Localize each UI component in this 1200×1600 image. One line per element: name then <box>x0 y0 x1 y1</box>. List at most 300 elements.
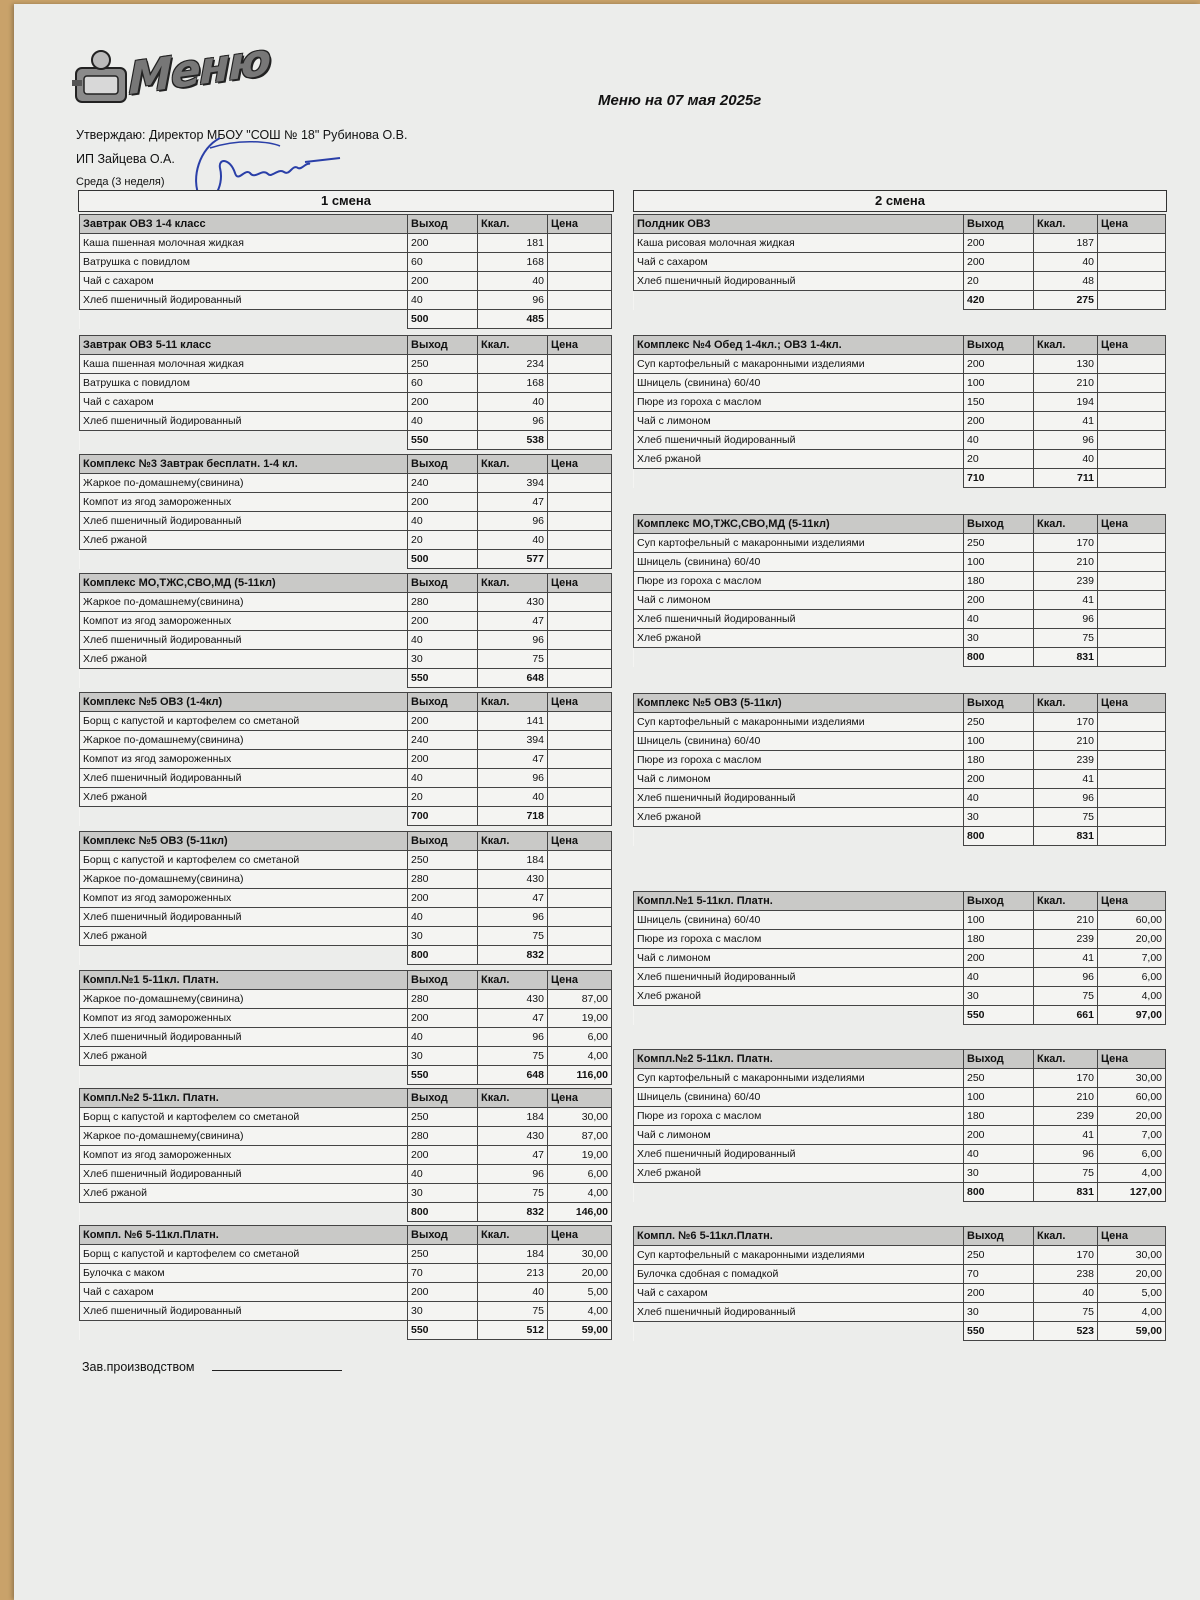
dish-kcal: 40 <box>478 393 548 412</box>
price-header: Цена <box>1098 1050 1166 1069</box>
signature-line <box>212 1358 342 1371</box>
dish-output: 200 <box>408 1283 478 1302</box>
dish-kcal: 47 <box>478 750 548 769</box>
kcal-header: Ккал. <box>478 832 548 851</box>
dish-name: Каша пшенная молочная жидкая <box>80 234 408 253</box>
page-title: Меню на 07 мая 2025г <box>598 92 762 109</box>
table-row <box>80 769 612 788</box>
dish-output: 30 <box>408 1184 478 1203</box>
table-row <box>634 1303 1166 1322</box>
table-header-row <box>634 892 1166 911</box>
dish-name: Чай с лимоном <box>634 949 964 968</box>
dish-output: 200 <box>408 889 478 908</box>
table-header-row <box>634 336 1166 355</box>
menu-table <box>79 214 612 329</box>
dish-price <box>548 908 612 927</box>
dish-output: 250 <box>964 713 1034 732</box>
dish-price <box>548 412 612 431</box>
dish-output: 20 <box>964 272 1034 291</box>
output-header: Выход <box>964 694 1034 713</box>
dish-price <box>1098 234 1166 253</box>
total-spacer <box>80 946 408 965</box>
output-header: Выход <box>408 574 478 593</box>
menu-table <box>79 1088 612 1222</box>
table-row <box>80 750 612 769</box>
total-price <box>548 807 612 826</box>
approval-line: Утверждаю: Директор МБОУ "СОШ № 18" Рубинова О.В. <box>76 128 408 142</box>
table-header-row <box>80 832 612 851</box>
kcal-header: Ккал. <box>478 336 548 355</box>
dish-price: 6,00 <box>1098 1145 1166 1164</box>
dish-price <box>1098 713 1166 732</box>
dish-name: Хлеб ржаной <box>634 1164 964 1183</box>
dish-price <box>548 788 612 807</box>
dish-output: 40 <box>408 291 478 310</box>
dish-price <box>1098 789 1166 808</box>
total-row <box>80 550 612 569</box>
table-row <box>634 1265 1166 1284</box>
table-row <box>80 1047 612 1066</box>
table-row <box>634 1088 1166 1107</box>
menu-table <box>79 335 612 450</box>
dish-price <box>1098 732 1166 751</box>
output-header: Выход <box>408 1089 478 1108</box>
total-row <box>80 310 612 329</box>
dish-name: Борщ с капустой и картофелем со сметаной <box>80 1245 408 1264</box>
table-row <box>634 572 1166 591</box>
dish-name: Булочка сдобная с помадкой <box>634 1265 964 1284</box>
dish-output: 200 <box>964 1284 1034 1303</box>
dish-price: 5,00 <box>548 1283 612 1302</box>
complex-title: Компл.№2 5-11кл. Платн. <box>80 1089 408 1108</box>
dish-output: 40 <box>408 631 478 650</box>
dish-price <box>548 374 612 393</box>
complex-title: Завтрак ОВЗ 5-11 класс <box>80 336 408 355</box>
total-price: 146,00 <box>548 1203 612 1222</box>
dish-price: 7,00 <box>1098 949 1166 968</box>
dish-name: Жаркое по-домашнему(свинина) <box>80 593 408 612</box>
table-row <box>634 751 1166 770</box>
menu-table <box>79 692 612 826</box>
dish-name: Пюре из гороха с маслом <box>634 751 964 770</box>
dish-output: 250 <box>964 1246 1034 1265</box>
dish-name: Пюре из гороха с маслом <box>634 1107 964 1126</box>
complex-title: Комплекс №5 ОВЗ (1-4кл) <box>80 693 408 712</box>
dish-price <box>548 474 612 493</box>
table-row <box>80 474 612 493</box>
table-row <box>80 1009 612 1028</box>
table-row <box>80 1146 612 1165</box>
table-row <box>80 870 612 889</box>
total-row <box>634 1183 1166 1202</box>
dish-price <box>1098 534 1166 553</box>
dish-output: 150 <box>964 393 1034 412</box>
table-row <box>80 355 612 374</box>
total-output: 800 <box>964 827 1034 846</box>
dish-kcal: 394 <box>478 474 548 493</box>
table-row <box>80 1028 612 1047</box>
dish-kcal: 41 <box>1034 412 1098 431</box>
dish-price <box>548 631 612 650</box>
total-spacer <box>80 807 408 826</box>
dish-kcal: 210 <box>1034 732 1098 751</box>
complex-title: Полдник ОВЗ <box>634 215 964 234</box>
total-row <box>634 1322 1166 1341</box>
dish-output: 40 <box>408 1028 478 1047</box>
dish-name: Компот из ягод замороженных <box>80 493 408 512</box>
kcal-header: Ккал. <box>1034 515 1098 534</box>
menu-table <box>633 891 1166 1025</box>
dish-price <box>548 927 612 946</box>
table-row <box>634 272 1166 291</box>
total-spacer <box>634 1006 964 1025</box>
dish-kcal: 96 <box>478 908 548 927</box>
table-row <box>634 770 1166 789</box>
total-row <box>634 469 1166 488</box>
dish-kcal: 96 <box>478 769 548 788</box>
dish-output: 280 <box>408 593 478 612</box>
complex-title: Компл.№2 5-11кл. Платн. <box>634 1050 964 1069</box>
table-row <box>634 987 1166 1006</box>
dish-price <box>548 593 612 612</box>
dish-price: 4,00 <box>1098 1303 1166 1322</box>
dish-name: Компот из ягод замороженных <box>80 1146 408 1165</box>
table-row <box>634 1164 1166 1183</box>
dish-output: 40 <box>964 1145 1034 1164</box>
dish-kcal: 96 <box>1034 968 1098 987</box>
table-header-row <box>80 574 612 593</box>
dish-price: 6,00 <box>548 1165 612 1184</box>
dish-output: 30 <box>964 808 1034 827</box>
dish-kcal: 75 <box>478 1047 548 1066</box>
total-output: 800 <box>964 1183 1034 1202</box>
dish-kcal: 75 <box>478 1302 548 1321</box>
table-header-row <box>80 455 612 474</box>
dish-price: 87,00 <box>548 990 612 1009</box>
table-row <box>634 591 1166 610</box>
dish-output: 40 <box>408 1165 478 1184</box>
complex-title: Компл. №6 5-11кл.Платн. <box>634 1227 964 1246</box>
dish-kcal: 96 <box>1034 431 1098 450</box>
dish-name: Хлеб пшеничный йодированный <box>80 1302 408 1321</box>
dish-price <box>548 253 612 272</box>
output-header: Выход <box>408 215 478 234</box>
total-output: 700 <box>408 807 478 826</box>
dish-output: 200 <box>408 1146 478 1165</box>
dish-output: 180 <box>964 930 1034 949</box>
total-kcal: 661 <box>1034 1006 1098 1025</box>
dish-price: 4,00 <box>1098 1164 1166 1183</box>
output-header: Выход <box>964 336 1034 355</box>
table-row <box>80 712 612 731</box>
total-kcal: 718 <box>478 807 548 826</box>
table-row <box>634 629 1166 648</box>
price-header: Цена <box>548 693 612 712</box>
table-row <box>80 788 612 807</box>
dish-price: 20,00 <box>1098 1265 1166 1284</box>
dish-output: 200 <box>964 770 1034 789</box>
total-kcal: 831 <box>1034 827 1098 846</box>
total-spacer <box>80 1321 408 1340</box>
total-output: 550 <box>408 431 478 450</box>
dish-kcal: 96 <box>478 1028 548 1047</box>
dish-price <box>1098 808 1166 827</box>
table-row <box>80 990 612 1009</box>
dish-output: 200 <box>408 493 478 512</box>
dish-output: 30 <box>964 987 1034 1006</box>
output-header: Выход <box>408 832 478 851</box>
table-row <box>80 1283 612 1302</box>
shift-1-header: 1 смена <box>78 190 614 212</box>
dish-kcal: 75 <box>1034 629 1098 648</box>
dish-kcal: 170 <box>1034 1246 1098 1265</box>
total-price: 116,00 <box>548 1066 612 1085</box>
table-row <box>634 713 1166 732</box>
total-kcal: 831 <box>1034 648 1098 667</box>
dish-kcal: 170 <box>1034 1069 1098 1088</box>
menu-table <box>633 335 1166 488</box>
table-row <box>634 789 1166 808</box>
dish-price: 5,00 <box>1098 1284 1166 1303</box>
dish-output: 200 <box>408 612 478 631</box>
complex-title: Компл. №6 5-11кл.Платн. <box>80 1226 408 1245</box>
dish-price: 4,00 <box>548 1302 612 1321</box>
table-row <box>80 650 612 669</box>
total-kcal: 832 <box>478 1203 548 1222</box>
dish-kcal: 238 <box>1034 1265 1098 1284</box>
total-spacer <box>634 827 964 846</box>
dish-name: Пюре из гороха с маслом <box>634 572 964 591</box>
dish-name: Хлеб пшеничный йодированный <box>80 512 408 531</box>
dish-kcal: 40 <box>478 531 548 550</box>
total-price <box>1098 827 1166 846</box>
dish-price <box>548 612 612 631</box>
table-row <box>634 949 1166 968</box>
total-output: 550 <box>408 1321 478 1340</box>
dish-kcal: 75 <box>1034 808 1098 827</box>
kcal-header: Ккал. <box>1034 1227 1098 1246</box>
dish-price: 19,00 <box>548 1009 612 1028</box>
dish-name: Хлеб пшеничный йодированный <box>80 412 408 431</box>
table-row <box>80 272 612 291</box>
dish-kcal: 40 <box>1034 450 1098 469</box>
dish-name: Компот из ягод замороженных <box>80 750 408 769</box>
price-header: Цена <box>548 455 612 474</box>
table-row <box>80 593 612 612</box>
table-row <box>80 1108 612 1127</box>
table-row <box>634 534 1166 553</box>
total-output: 500 <box>408 550 478 569</box>
total-price <box>1098 648 1166 667</box>
dish-kcal: 40 <box>478 272 548 291</box>
dish-name: Хлеб пшеничный йодированный <box>80 1165 408 1184</box>
dish-name: Хлеб пшеничный йодированный <box>80 631 408 650</box>
table-row <box>80 493 612 512</box>
table-row <box>634 374 1166 393</box>
total-kcal: 577 <box>478 550 548 569</box>
dish-name: Шницель (свинина) 60/40 <box>634 553 964 572</box>
dish-name: Каша пшенная молочная жидкая <box>80 355 408 374</box>
dish-price: 6,00 <box>1098 968 1166 987</box>
dish-kcal: 96 <box>478 291 548 310</box>
table-row <box>634 610 1166 629</box>
dish-price <box>1098 770 1166 789</box>
menu-table <box>633 514 1166 667</box>
complex-title: Комплекс №3 Завтрак бесплатн. 1-4 кл. <box>80 455 408 474</box>
kcal-header: Ккал. <box>1034 336 1098 355</box>
dish-kcal: 96 <box>478 631 548 650</box>
total-kcal: 523 <box>1034 1322 1098 1341</box>
dish-price: 7,00 <box>1098 1126 1166 1145</box>
table-row <box>80 908 612 927</box>
total-output: 550 <box>964 1006 1034 1025</box>
total-price: 127,00 <box>1098 1183 1166 1202</box>
price-header: Цена <box>548 215 612 234</box>
table-row <box>80 631 612 650</box>
table-row <box>634 253 1166 272</box>
price-header: Цена <box>548 832 612 851</box>
menu-logo <box>70 33 280 120</box>
dish-kcal: 168 <box>478 253 548 272</box>
dish-output: 200 <box>964 412 1034 431</box>
dish-output: 280 <box>408 990 478 1009</box>
table-header-row <box>634 1050 1166 1069</box>
table-row <box>634 355 1166 374</box>
dish-name: Пюре из гороха с маслом <box>634 930 964 949</box>
dish-price: 20,00 <box>548 1264 612 1283</box>
table-row <box>634 1284 1166 1303</box>
contractor-line: ИП Зайцева О.А. <box>76 152 175 166</box>
table-header-row <box>80 1226 612 1245</box>
logo-text: Меню <box>128 33 271 106</box>
dish-name: Хлеб пшеничный йодированный <box>80 769 408 788</box>
table-row <box>634 808 1166 827</box>
total-kcal: 711 <box>1034 469 1098 488</box>
dish-kcal: 96 <box>478 1165 548 1184</box>
dish-kcal: 239 <box>1034 572 1098 591</box>
dish-name: Хлеб ржаной <box>634 629 964 648</box>
dish-output: 30 <box>964 629 1034 648</box>
dish-name: Чай с сахаром <box>80 1283 408 1302</box>
dish-price <box>1098 412 1166 431</box>
total-output: 800 <box>964 648 1034 667</box>
dish-output: 100 <box>964 553 1034 572</box>
dish-output: 200 <box>964 253 1034 272</box>
dish-kcal: 75 <box>478 927 548 946</box>
menu-table <box>633 1226 1166 1341</box>
dish-price: 4,00 <box>548 1184 612 1203</box>
dish-price <box>548 493 612 512</box>
total-price <box>1098 291 1166 310</box>
table-row <box>634 968 1166 987</box>
total-row <box>80 807 612 826</box>
dish-price <box>1098 393 1166 412</box>
dish-name: Суп картофельный с макаронными изделиями <box>634 1069 964 1088</box>
table-header-row <box>80 336 612 355</box>
price-header: Цена <box>1098 1227 1166 1246</box>
dish-name: Хлеб пшеничный йодированный <box>634 272 964 291</box>
dish-output: 250 <box>964 1069 1034 1088</box>
dish-name: Ватрушка с повидлом <box>80 253 408 272</box>
menu-table <box>79 831 612 965</box>
dish-price: 20,00 <box>1098 1107 1166 1126</box>
dish-price: 60,00 <box>1098 911 1166 930</box>
dish-kcal: 170 <box>1034 534 1098 553</box>
dish-name: Жаркое по-домашнему(свинина) <box>80 474 408 493</box>
dish-output: 200 <box>408 272 478 291</box>
price-header: Цена <box>1098 515 1166 534</box>
dish-name: Чай с лимоном <box>634 591 964 610</box>
dish-kcal: 40 <box>478 1283 548 1302</box>
dish-name: Шницель (свинина) 60/40 <box>634 911 964 930</box>
dish-name: Суп картофельный с макаронными изделиями <box>634 534 964 553</box>
total-kcal: 832 <box>478 946 548 965</box>
dish-price <box>1098 272 1166 291</box>
dish-output: 180 <box>964 751 1034 770</box>
total-kcal: 538 <box>478 431 548 450</box>
total-output: 500 <box>408 310 478 329</box>
dish-name: Каша рисовая молочная жидкая <box>634 234 964 253</box>
kcal-header: Ккал. <box>478 971 548 990</box>
dish-name: Хлеб пшеничный йодированный <box>634 968 964 987</box>
table-row <box>80 1165 612 1184</box>
price-header: Цена <box>1098 215 1166 234</box>
dish-kcal: 213 <box>478 1264 548 1283</box>
total-spacer <box>634 1322 964 1341</box>
dish-price <box>548 355 612 374</box>
dish-price <box>1098 374 1166 393</box>
total-row <box>634 1006 1166 1025</box>
total-kcal: 485 <box>478 310 548 329</box>
dish-price <box>548 889 612 908</box>
table-row <box>80 393 612 412</box>
production-manager-label: Зав.производством <box>82 1360 195 1374</box>
total-price <box>548 310 612 329</box>
menu-table <box>633 214 1166 310</box>
dish-output: 280 <box>408 1127 478 1146</box>
dish-output: 40 <box>964 968 1034 987</box>
dish-name: Ватрушка с повидлом <box>80 374 408 393</box>
output-header: Выход <box>964 892 1034 911</box>
menu-table <box>79 573 612 688</box>
dish-name: Чай с сахаром <box>634 253 964 272</box>
dish-output: 200 <box>408 750 478 769</box>
dish-output: 180 <box>964 572 1034 591</box>
dish-name: Суп картофельный с макаронными изделиями <box>634 355 964 374</box>
table-row <box>80 253 612 272</box>
table-header-row <box>634 515 1166 534</box>
dish-name: Хлеб пшеничный йодированный <box>80 1028 408 1047</box>
table-row <box>80 234 612 253</box>
total-row <box>80 1203 612 1222</box>
table-header-row <box>80 215 612 234</box>
output-header: Выход <box>964 215 1034 234</box>
dish-kcal: 47 <box>478 493 548 512</box>
dish-name: Чай с сахаром <box>80 393 408 412</box>
complex-title: Комплекс МО,ТЖС,СВО,МД (5-11кл) <box>634 515 964 534</box>
total-row <box>634 291 1166 310</box>
complex-title: Комплекс №5 ОВЗ (5-11кл) <box>634 694 964 713</box>
table-row <box>80 1302 612 1321</box>
dish-price <box>1098 572 1166 591</box>
price-header: Цена <box>1098 694 1166 713</box>
footer <box>82 1358 342 1374</box>
table-row <box>80 1264 612 1283</box>
dish-kcal: 96 <box>478 512 548 531</box>
total-price: 59,00 <box>1098 1322 1166 1341</box>
total-spacer <box>634 291 964 310</box>
dish-kcal: 48 <box>1034 272 1098 291</box>
